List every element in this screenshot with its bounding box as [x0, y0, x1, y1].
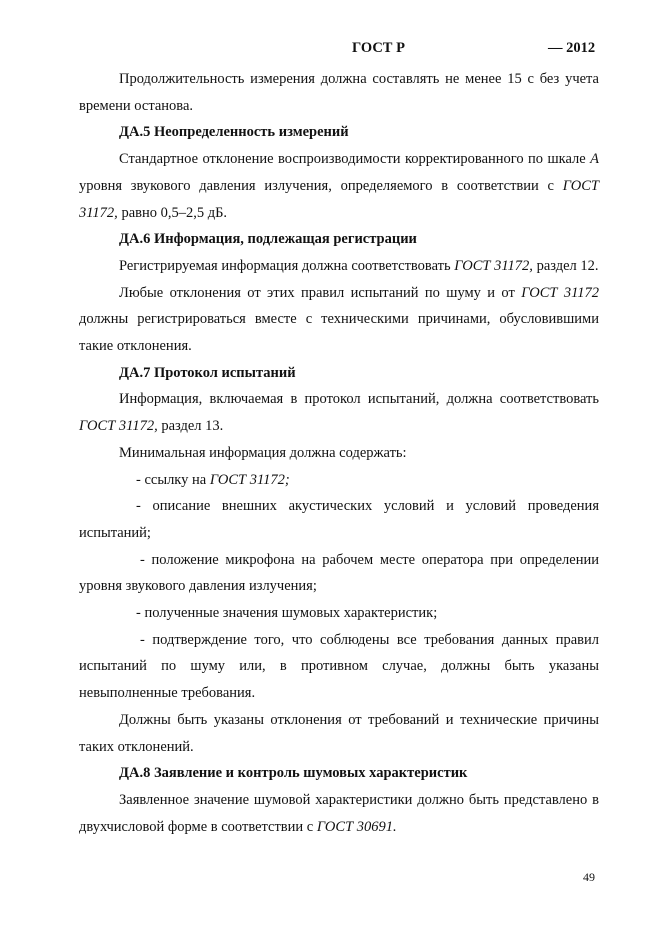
- paragraph: [79, 386, 599, 439]
- section-heading: ДА.5 Неопределенность измерений: [119, 124, 349, 141]
- text: должны регистрироваться вместе с техническими причинами, обусловившими такие отклонения.: [79, 311, 599, 355]
- standard-reference: ГОСТ 31172,: [79, 418, 158, 435]
- standard-reference: ГОСТ 31172,: [454, 257, 533, 274]
- paragraph: [79, 253, 599, 280]
- paragraph: Продолжительность измерения должна составлять не менее 15 с без учета времени останова.: [79, 71, 599, 114]
- paragraph: [79, 787, 599, 840]
- text: Любые отклонения от этих правил испытаний по шуму и от: [119, 284, 522, 301]
- text: Заявленное значение шумовой характеристики должно быть представлено в двухчисловой форме в соответствии с: [79, 791, 599, 835]
- text: раздел 12.: [532, 257, 599, 274]
- standard-designation: ГОСТ Р: [352, 40, 405, 56]
- standard-year: — 2012: [548, 40, 596, 56]
- paragraph: Минимальная информация должна содержать:: [119, 444, 407, 461]
- paragraph: Должны быть указаны отклонения от требований и технические причины таких отклонений.: [79, 711, 599, 755]
- standard-reference: ГОСТ 31172,: [79, 177, 599, 221]
- text: Регистрируемая информация должна соответствовать: [119, 257, 455, 274]
- text: равно 0,5–2,5 дБ.: [117, 204, 228, 221]
- section-heading: ДА.7 Протокол испытаний: [119, 364, 296, 381]
- standard-reference: ГОСТ 31172;: [209, 471, 290, 488]
- page-number: 49: [583, 870, 595, 884]
- list-item: [79, 467, 599, 494]
- document-body: [79, 66, 599, 840]
- italic-text: А: [590, 151, 599, 168]
- list-item: - полученные значения шумовых характеристик;: [136, 605, 438, 622]
- paragraph: [79, 280, 599, 360]
- paragraph: [79, 146, 599, 226]
- standard-reference: ГОСТ 31172: [521, 284, 599, 301]
- text: Стандартное отклонение воспроизводимости корректированного по шкале: [119, 151, 591, 168]
- text: уровня звукового давления излучения, определяемого в соответствии с: [79, 177, 563, 194]
- section-heading: ДА.6 Информация, подлежащая регистрации: [119, 231, 417, 248]
- page-header: [0, 40, 661, 60]
- text: - ссылку на: [136, 471, 210, 488]
- section-heading: ДА.8 Заявление и контроль шумовых характеристик: [119, 765, 468, 782]
- standard-reference: ГОСТ 30691.: [316, 818, 397, 835]
- text: Информация, включаемая в протокол испытаний, должна соответствовать: [119, 391, 599, 408]
- list-item: - подтверждение того, что соблюдены все требования данных правил испытаний по шуму или, в противном случае, должны быть указаны невыполненные требования.: [79, 631, 599, 702]
- list-item: - описание внешних акустических условий и условий проведения испытаний;: [79, 498, 599, 541]
- text: раздел 13.: [157, 418, 224, 435]
- list-item: - положение микрофона на рабочем месте оператора при определении уровня звукового давления излучения;: [79, 551, 599, 595]
